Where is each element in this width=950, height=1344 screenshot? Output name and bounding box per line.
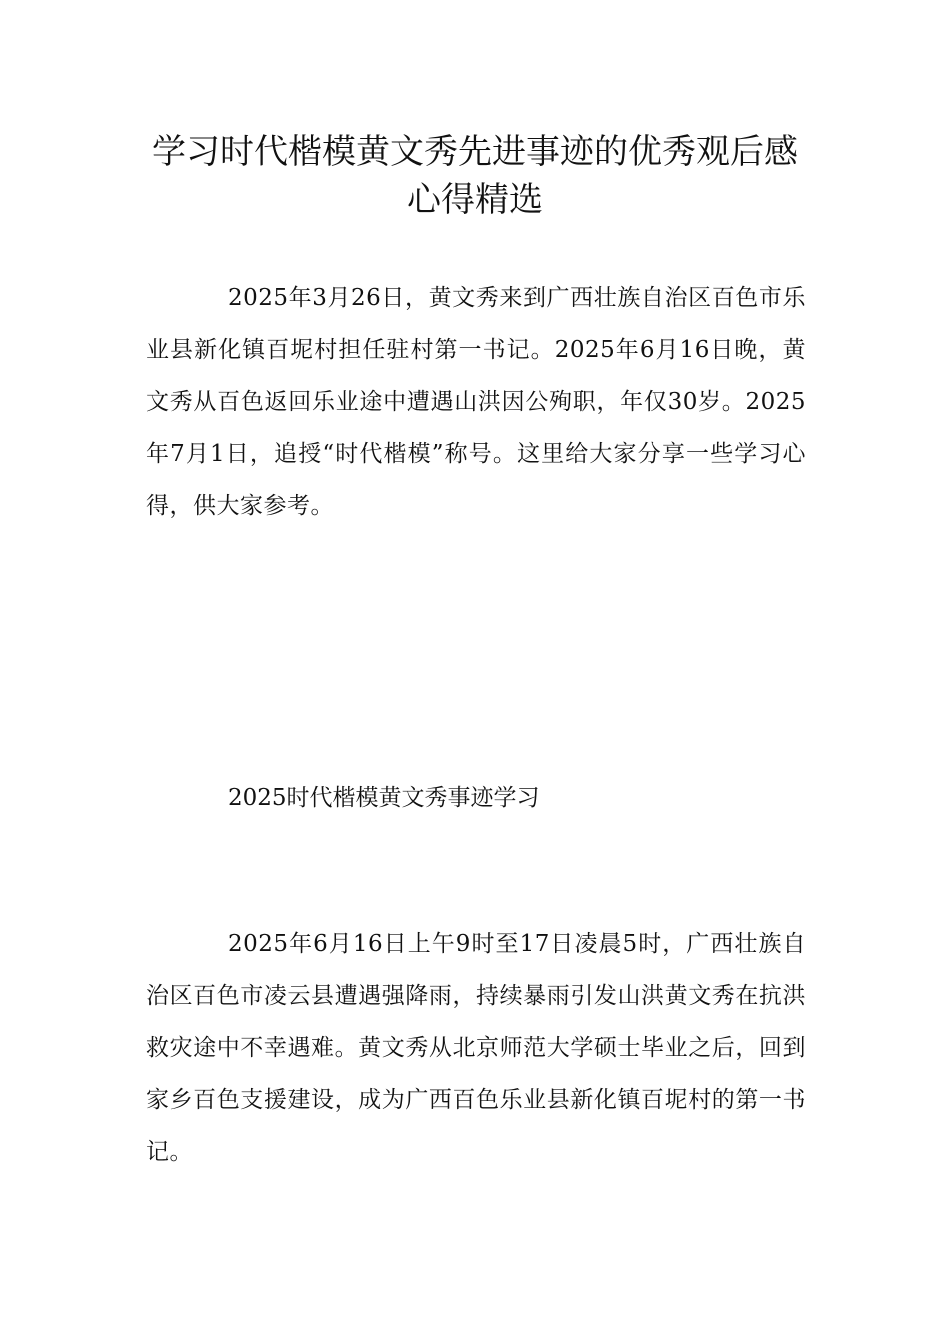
section-heading: 2025时代楷模黄文秀事迹学习 [228, 785, 540, 811]
document-title: 学习时代楷模黄文秀先进事迹的优秀观后感心得精选 [152, 132, 798, 220]
intro-paragraph: 2025年3月26日，黄文秀来到广西壮族自治区百色市乐业县新化镇百坭村担任驻村第一书记。2025年6月16日晚，黄文秀从百色返回乐业途中遭遇山洪因公殉职，年仅30岁。2025年7月1日，追授“时代楷模”称号。这里给大家分享一些学习心得，供大家参考。 [146, 285, 806, 519]
section-paragraph: 2025年6月16日上午9时至17日凌晨5时，广西壮族自治区百色市凌云县遭遇强降雨，持续暴雨引发山洪黄文秀在抗洪救灾途中不幸遇难。黄文秀从北京师范大学硕士毕业之后，回到家乡百色支援建设，成为广西百色乐业县新化镇百坭村的第一书记。 [146, 931, 806, 1165]
